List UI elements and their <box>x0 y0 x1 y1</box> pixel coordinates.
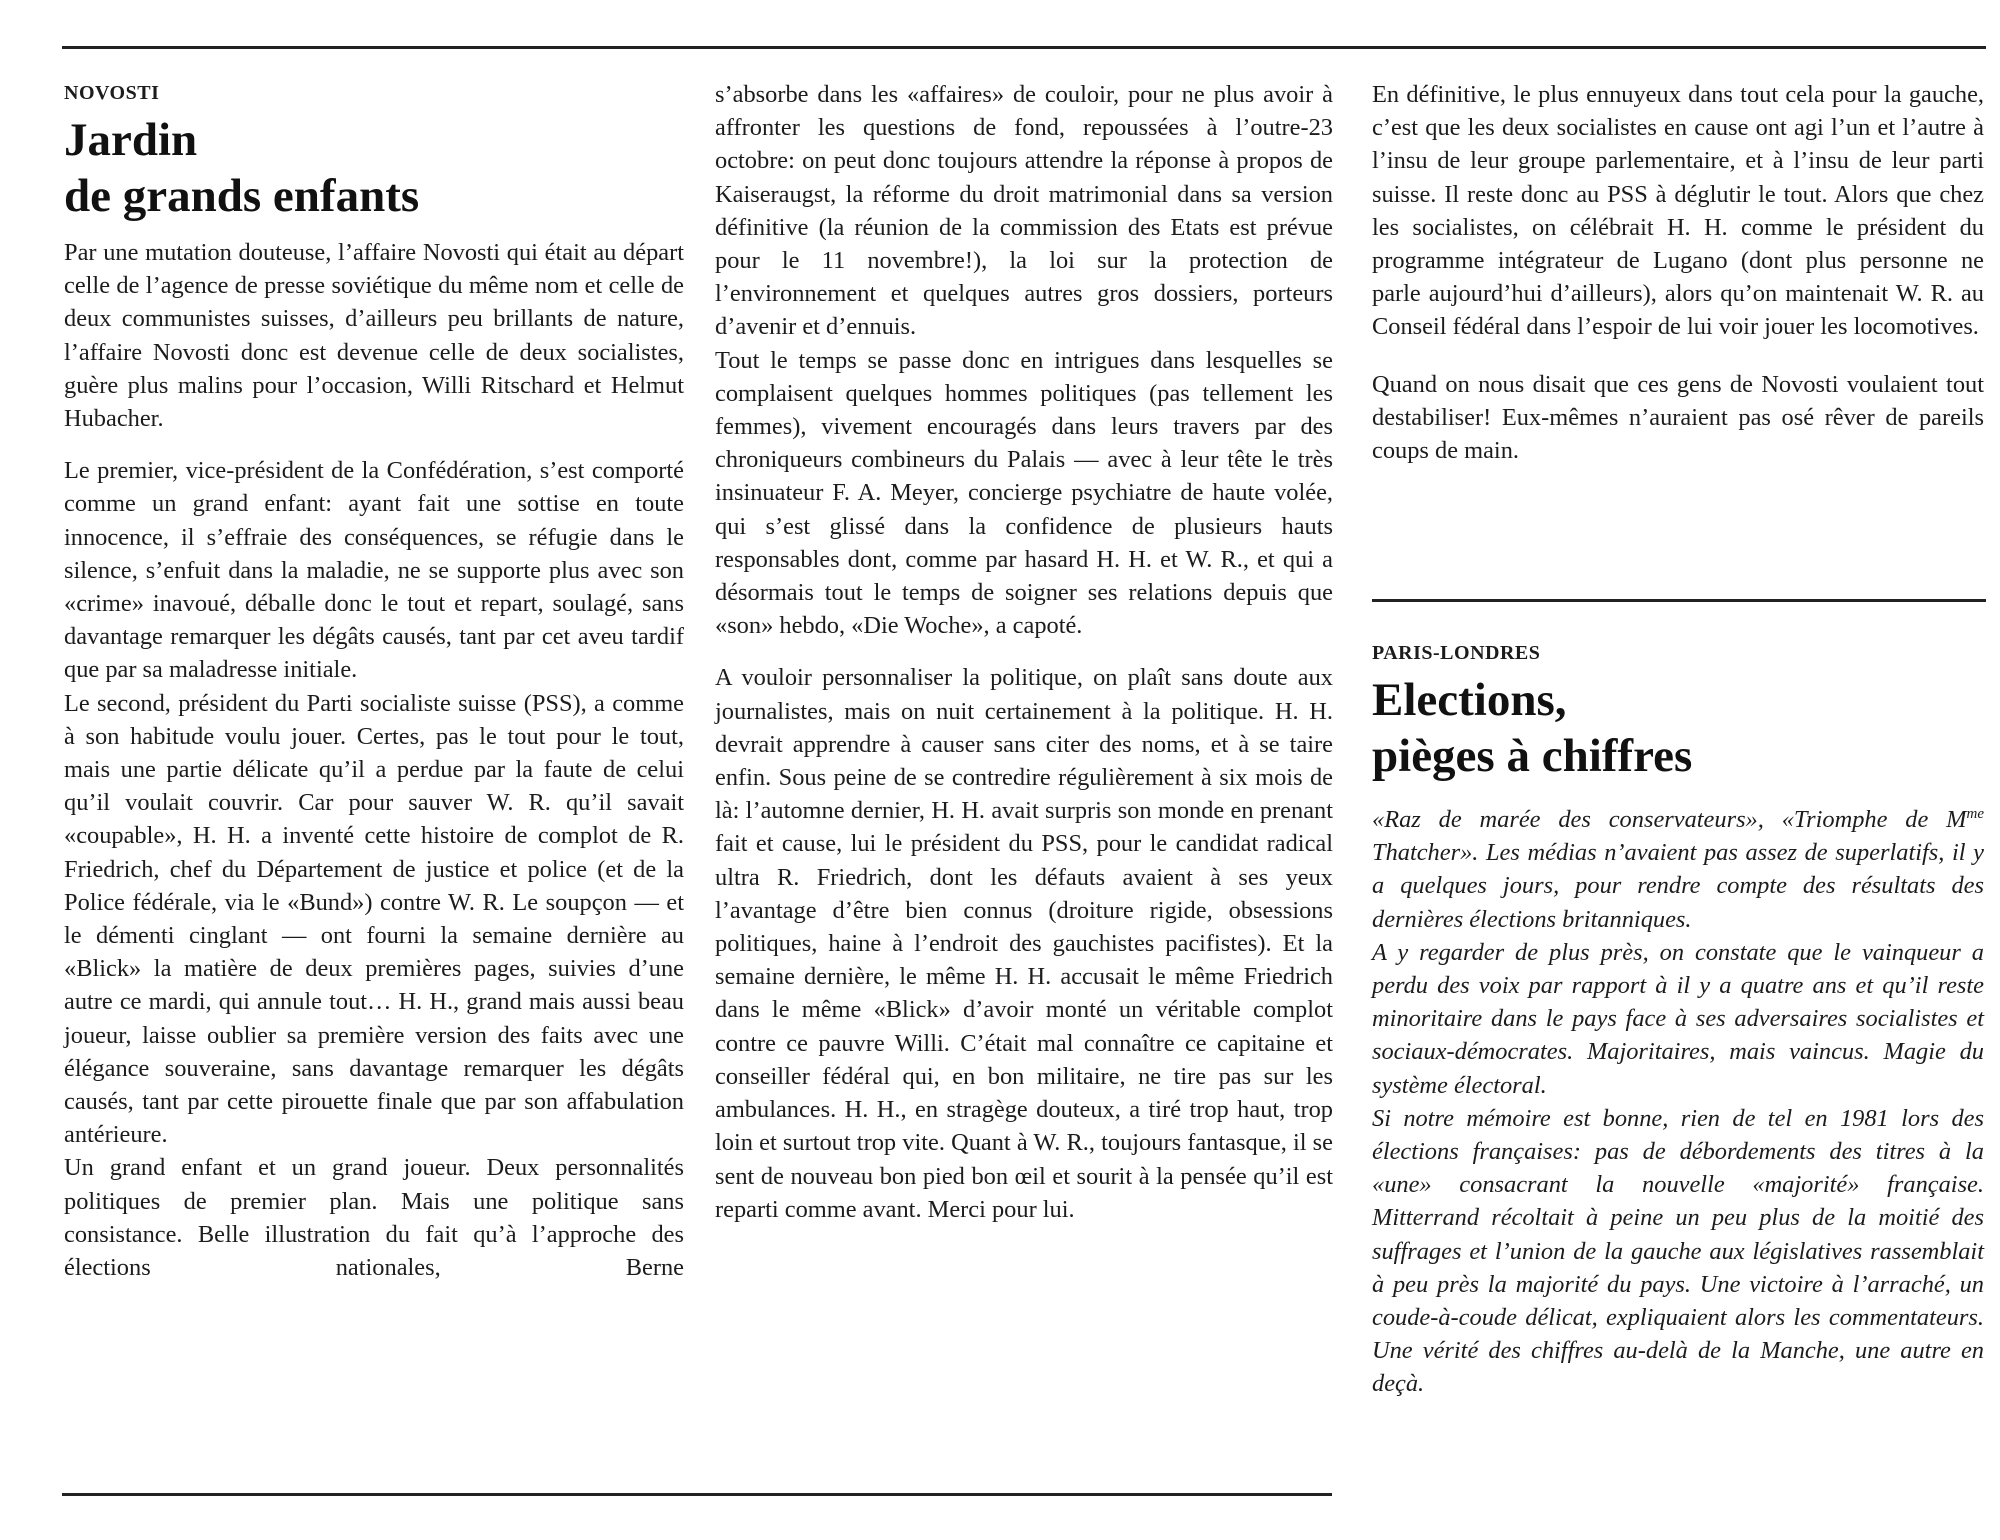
article1-paragraph: Un grand enfant et un grand joueur. Deux personnalités politiques de premier plan. Mais une politique sans consistance. Belle illustration du fait qu’à l’approche des élections nationales, Berne <box>64 1154 684 1282</box>
article2-paragraph: A y regarder de plus près, on constate que le vainqueur a perdu des voix par rapport à il y a quatre ans et qu’il reste minoritaire dans le pays face à ses adversaires socialistes et sociaux-démocrates. Majoritaires, mais vaincus. Magie du système électoral. <box>1372 938 1984 1099</box>
article2-lead-part2: Thatcher». Les médias n’avaient pas assez de superlatifs, il y a quelques jours, pour rendre compte des résultats des dernières élections britanniques. <box>1372 839 1984 933</box>
article1-paragraph: Par une mutation douteuse, l’affaire Novosti qui était au départ celle de l’agence de presse soviétique du même nom et celle de deux communistes suisses, d’ailleurs peu brillants de nature, l’affaire Novosti donc est devenue celle de deux socialistes, guère plus malins pour l’occasion, Willi Ritschard et Helmut Hubacher. <box>64 239 684 433</box>
column-1 <box>64 80 684 1284</box>
article1-paragraph: Le premier, vice-président de la Confédération, s’est comporté comme un grand enfant: ayant fait une sottise en toute innocence, il s’effraie des conséquences, se réfugie dans le silence, s’enfuit dans la maladie, ne se supporte plus avec son «crime» inavoué, déballe donc le tout et repart, soulagé, sans davantage remarquer les dégâts causés, tant par cet aveu tardif que par sa maladresse initiale. <box>64 457 684 684</box>
article1-paragraph: Tout le temps se passe donc en intrigues dans lesquelles se complaisent quelques hommes politiques (pas tellement les femmes), vivement encouragés dans leurs travers par des chroniqueurs combineurs du Palais — avec à leur tête le très insinuateur F. A. Meyer, concierge psychiatre de haute volée, qui s’est glissé dans la confidence de plusieurs hauts responsables dont, comme par hasard H. H. et W. R., et qui a désormais tout le temps de soigner ses relations depuis que «son» hebdo, «Die Woche», a capoté. <box>715 346 1333 640</box>
article-separator-rule <box>1372 599 1986 602</box>
article1-paragraph: En définitive, le plus ennuyeux dans tout cela pour la gauche, c’est que les deux socialistes en cause ont agi l’un et l’autre à l’insu de leur groupe parlementaire, et à l’insu de leur parti suisse. Il reste donc au PSS à déglutir le tout. Alors que chez les socialistes, on célébrait H. H. comme le président du programme intégrateur de Lugano (dont plus personne ne parle aujourd’hui d’ailleurs), alors qu’on maintenait W. R. au Conseil fédéral dans l’espoir de lui voir jouer les locomotives. <box>1372 81 1984 341</box>
article1-paragraph: Le second, président du Parti socialiste suisse (PSS), a comme à son habitude voulu jouer. Certes, pas le tout pour le tout, mais une partie délicate qu’il a perdue par la faute de celui qu’il voulait couvrir. Car pour sauver W. R. qu’il savait «coupable», H. H. a inventé cette histoire de complot de R. Friedrich, chef du Département de justice et police (et de la Police fédérale, via le «Bund») contre W. R. Le soupçon — et le démenti cinglant — ont fourni la semaine dernière au «Blick» la matière de deux premières pages, suivies d’une autre ce mardi, qui annule tout… H. H., grand mais aussi beau joueur, laisse oublier sa première version des faits avec une élégance souveraine, sans davantage remarquer les dégâts causés, tant par cette pirouette finale que par son affabulation antérieure. <box>64 689 684 1149</box>
top-rule <box>62 46 1986 49</box>
article1-paragraph: Quand on nous disait que ces gens de Novosti voulaient tout destabiliser! Eux-mêmes n’auraient pas osé rêver de pareils coups de main. <box>1372 370 1984 465</box>
article1-headline-line1: Jardin <box>64 114 198 166</box>
article2-paragraph: Si notre mémoire est bonne, rien de tel en 1981 lors des élections françaises: pas de débordements des titres à la «une» consacrant la nouvelle «majorité» française. Mitterrand récoltait à peine un peu plus de la moitié des suffrages et l’union de la gauche aux législatives rassemblait à peu près la majorité du pays. Une victoire à l’arraché, un coude-à-coude délicat, expliquaient alors les commentateurs. Une vérité des chiffres au-delà de la Manche, une autre en deçà. <box>1372 1104 1984 1398</box>
article1-paragraph: A vouloir personnaliser la politique, on plaît sans doute aux journalistes, mais on nuit certainement à la politique. H. H. devrait apprendre à causer sans citer des noms, et à se taire enfin. Sous peine de se contredire régulièrement à six mois de là: l’automne dernier, H. H. avait surpris son monde en prenant fait et cause, lui le président du PSS, pour le candidat radical ultra R. Friedrich, dont les défauts avaient à ses yeux l’avantage d’être bien connus (droiture rigide, obsessions politiques, haine à l’endroit des gauchistes pacifistes). Et la semaine dernière, le même H. H. accusait le même Friedrich dans le même «Blick» d’avoir monté un véritable complot contre ce pauvre Willi. C’était mal connaître ce capitaine et conseiller fédéral qui, en bon militaire, ne tire pas sur les ambulances. H. H., en stragège douteux, a tiré trop haut, trop loin et surtout trop vite. Quant à W. R., toujours fantasque, il se sent de nouveau bon pied bon œil et sourit à la pensée qu’il est reparti comme avant. Merci pour lui. <box>715 664 1333 1223</box>
article1-paragraph: s’absorbe dans les «affaires» de couloir, pour ne plus avoir à affronter les questions de fond, repoussées à l’outre-23 octobre: on peut donc toujours attendre la réponse à propos de Kaiseraugst, la réforme du droit matrimonial dans sa version définitive (la réunion de la commission des Etats est prévue pour le 11 novembre!), la loi sur la protection de l’environnement et quelques autres gros dossiers, porteurs d’avenir et d’ennuis. <box>715 81 1333 341</box>
column-3-article2 <box>1372 640 1984 1401</box>
article1-headline-line2: de grands enfants <box>64 170 420 222</box>
article2-lead <box>1372 798 1984 936</box>
article1-headline <box>64 112 684 224</box>
column-2 <box>715 78 1333 1226</box>
column-3-article1 <box>1372 78 1984 467</box>
bottom-rule <box>62 1493 1332 1496</box>
article2-headline-line2: pièges à chiffres <box>1372 730 1693 782</box>
article2-lead-part1: «Raz de marée des conservateurs», «Triomphe de M <box>1372 806 1967 833</box>
article2-headline <box>1372 672 1984 784</box>
article2-lead-superscript: me <box>1966 806 1984 822</box>
article1-kicker: NOVOSTI <box>64 82 160 104</box>
article2-kicker: PARIS-LONDRES <box>1372 642 1541 664</box>
article2-headline-line1: Elections, <box>1372 674 1567 726</box>
